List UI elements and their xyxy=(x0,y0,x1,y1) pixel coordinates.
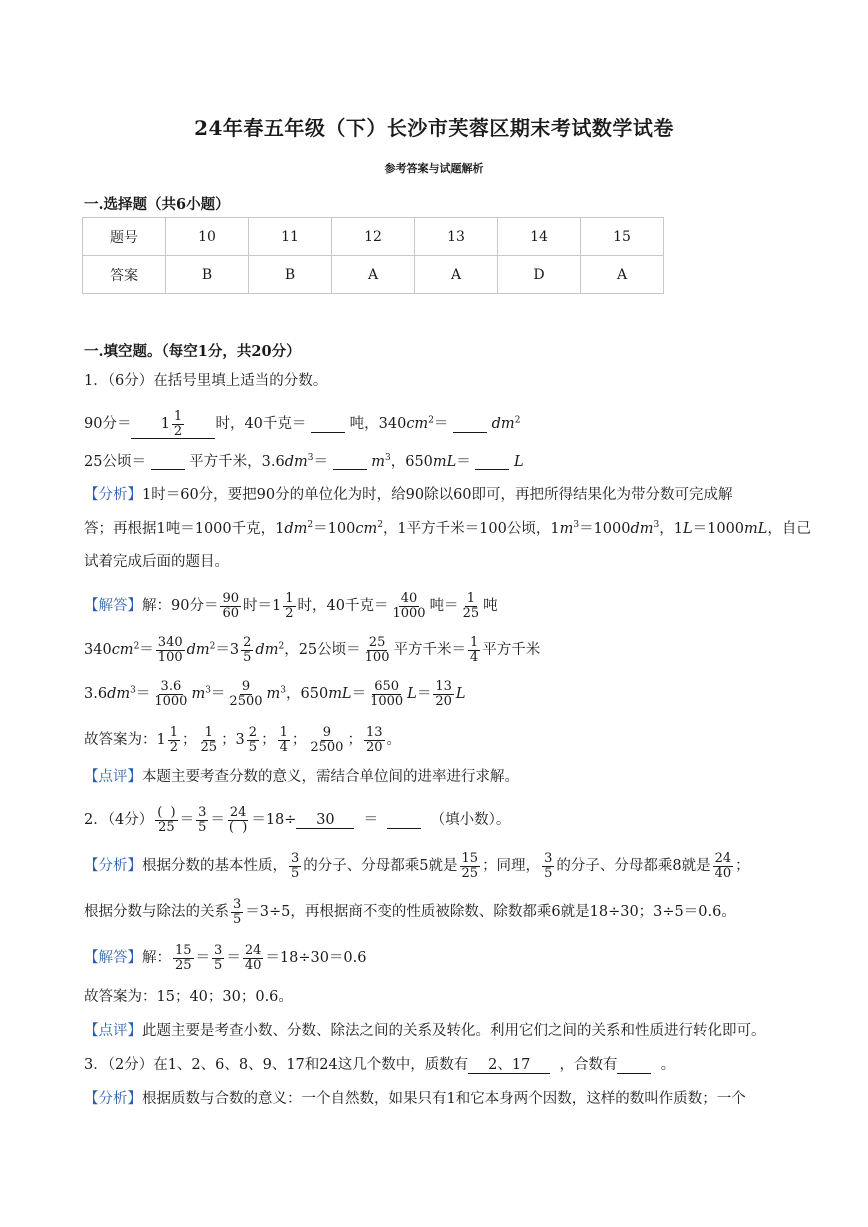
q3-stem xyxy=(84,1058,675,1074)
q2-analysis-1: 【分析】根据分数的基本性质， $\frac{3}{5}$ 的分子、分母都乘5就是 $\frac{15}{25}$ ；同理， $\frac{3}{5}$ 的分子、分母都乘8就是 $\frac{24}{40}$ ； xyxy=(84,851,750,881)
page-subtitle: 参考答案与试题解析 xyxy=(384,162,484,175)
q2-prefix: 2．（4分） xyxy=(84,812,154,829)
q1-line-2: 25公顷＝ 平方千米，$3.6dm^3=$ $m^3$，650mL＝ L xyxy=(84,453,524,470)
table-cell: A xyxy=(581,256,664,294)
analysis-tag: 【分析】 xyxy=(84,1091,142,1107)
comment-text: 此题主要是考查小数、分数、除法之间的关系及转化。利用它们之间的关系和性质进行转化即可。 xyxy=(142,1023,766,1039)
q1-solution-1: 【解答】解：90分＝ $\frac{90}{60}$ 时＝1 $\frac{1}{2}$ 时，40千克＝ $\frac{40}{1000}$ 吨＝ $\frac{1}{25}$ 吨 xyxy=(84,591,498,621)
analysis-text: 1时＝60分，要把90分的单位化为时，给90除以60即可，再把所得结果化为带分数可完成解 xyxy=(142,487,733,503)
solution-tag: 【解答】 xyxy=(84,950,142,967)
analysis-tag: 【分析】 xyxy=(84,487,142,503)
q3-fill-primes: 2、17 xyxy=(468,1058,550,1074)
table-header-cell: 题号 xyxy=(83,218,166,256)
page-title: 24年春五年级（下）长沙市芙蓉区期末考试数学试卷 xyxy=(194,116,674,140)
table-cell: 15 xyxy=(581,218,664,256)
q2-fill-divisor: 30 xyxy=(296,813,354,829)
table-row xyxy=(83,256,664,294)
answer-table xyxy=(82,217,664,294)
q1-analysis-1 xyxy=(84,488,733,503)
comment-tag: 【点评】 xyxy=(84,769,142,785)
q3-stem-end: 。 xyxy=(660,1057,676,1073)
q3-stem-text-2: ，合数有 xyxy=(559,1057,618,1073)
q1-solution-2: $340cm^2=$ $\frac{340}{100}$ $dm^2=3$ $\frac{2}{5}$ $dm^2$，25公顷＝ $\frac{25}{100}$ 平方千米＝ $\frac{1}{4}$ 平方千米 xyxy=(84,635,541,665)
table-cell: B xyxy=(249,256,332,294)
comment-tag: 【点评】 xyxy=(84,1023,142,1039)
table-cell: B xyxy=(166,256,249,294)
table-cell: 11 xyxy=(249,218,332,256)
q1-analysis-2: 答；再根据1吨＝1000千克，$1dm^2=100cm^2$，1平方千米＝100公顷，$1m^3=1000dm^3$，1L＝1000mL，自己 xyxy=(84,520,811,537)
q2-note: （填小数）。 xyxy=(430,812,511,829)
table-cell: A xyxy=(415,256,498,294)
q3-analysis xyxy=(84,1092,746,1107)
q1-final: 故答案为：1 $\frac{1}{2}$ ； $\frac{1}{25}$ ；3 $\frac{2}{5}$ ； $\frac{1}{4}$ ； $\frac{9}{2500}$ ； $\frac{13}{20}$ 。 xyxy=(84,725,401,755)
table-cell: 13 xyxy=(415,218,498,256)
table-cell: 10 xyxy=(166,218,249,256)
solution-text: 解： xyxy=(142,950,171,967)
q1-stem: 1．（6分）在括号里填上适当的分数。 xyxy=(84,373,328,389)
analysis-text: 根据质数与合数的意义：一个自然数，如果只有1和它本身两个因数，这样的数叫作质数；一个 xyxy=(142,1091,746,1107)
q2-final: 故答案为：15；40；30；0.6。 xyxy=(84,989,293,1005)
q3-stem-text: 3．（2分）在1、2、6、8、9、17和24这几个数中，质数有 xyxy=(84,1057,469,1073)
final-label: 故答案为： xyxy=(84,732,157,749)
q2-stem: 2．（4分） $\frac{( )}{25}$ ＝ $\frac{3}{5}$ ＝ $\frac{24}{( )}$ ＝18÷ 30 ＝ （填小数）。 xyxy=(84,805,511,835)
q2-analysis-2: 根据分数与除法的关系 $\frac{3}{5}$ ＝3÷5，再根据商不变的性质被除数、除数都乘6就是18÷30；3÷5＝0.6。 xyxy=(84,897,736,927)
q1-line-1: 90分＝ 1 $\frac{1}{2}$ 时，40千克＝ 吨，$340cm^2=$ $dm^2$ xyxy=(84,409,521,439)
analysis-text: ，再根据商不变的性质被除数、除数都乘6就是18÷30；3÷5＝0.6。 xyxy=(290,904,736,921)
section-choice-heading: 一.选择题（共6小题） xyxy=(84,196,230,213)
q1-analysis-3: 试着完成后面的题目。 xyxy=(84,554,229,570)
table-cell: A xyxy=(332,256,415,294)
table-row xyxy=(83,218,664,256)
table-cell: 14 xyxy=(498,218,581,256)
solution-tag: 【解答】 xyxy=(84,598,142,615)
q1-solution-3: $3.6dm^3=$ $\frac{3.6}{1000}$ $m^3=$ $\frac{9}{2500}$ $m^3$，650mL＝ $\frac{650}{1000}$ L＝ $\frac{13}{20}$ L xyxy=(84,679,466,709)
section-fill-heading: 一.填空题。（每空1分，共20分） xyxy=(84,343,301,360)
analysis-tag: 【分析】 xyxy=(84,858,142,875)
q1-comment xyxy=(84,770,519,785)
table-cell: D xyxy=(498,256,581,294)
q2-comment xyxy=(84,1024,766,1039)
table-cell: 12 xyxy=(332,218,415,256)
table-header-cell: 答案 xyxy=(83,256,166,294)
q2-solution: 【解答】解： $\frac{15}{25}$ ＝ $\frac{3}{5}$ ＝ $\frac{24}{40}$ ＝18÷30＝0.6 xyxy=(84,943,367,973)
comment-text: 本题主要考查分数的意义，需结合单位间的进率进行求解。 xyxy=(142,769,519,785)
